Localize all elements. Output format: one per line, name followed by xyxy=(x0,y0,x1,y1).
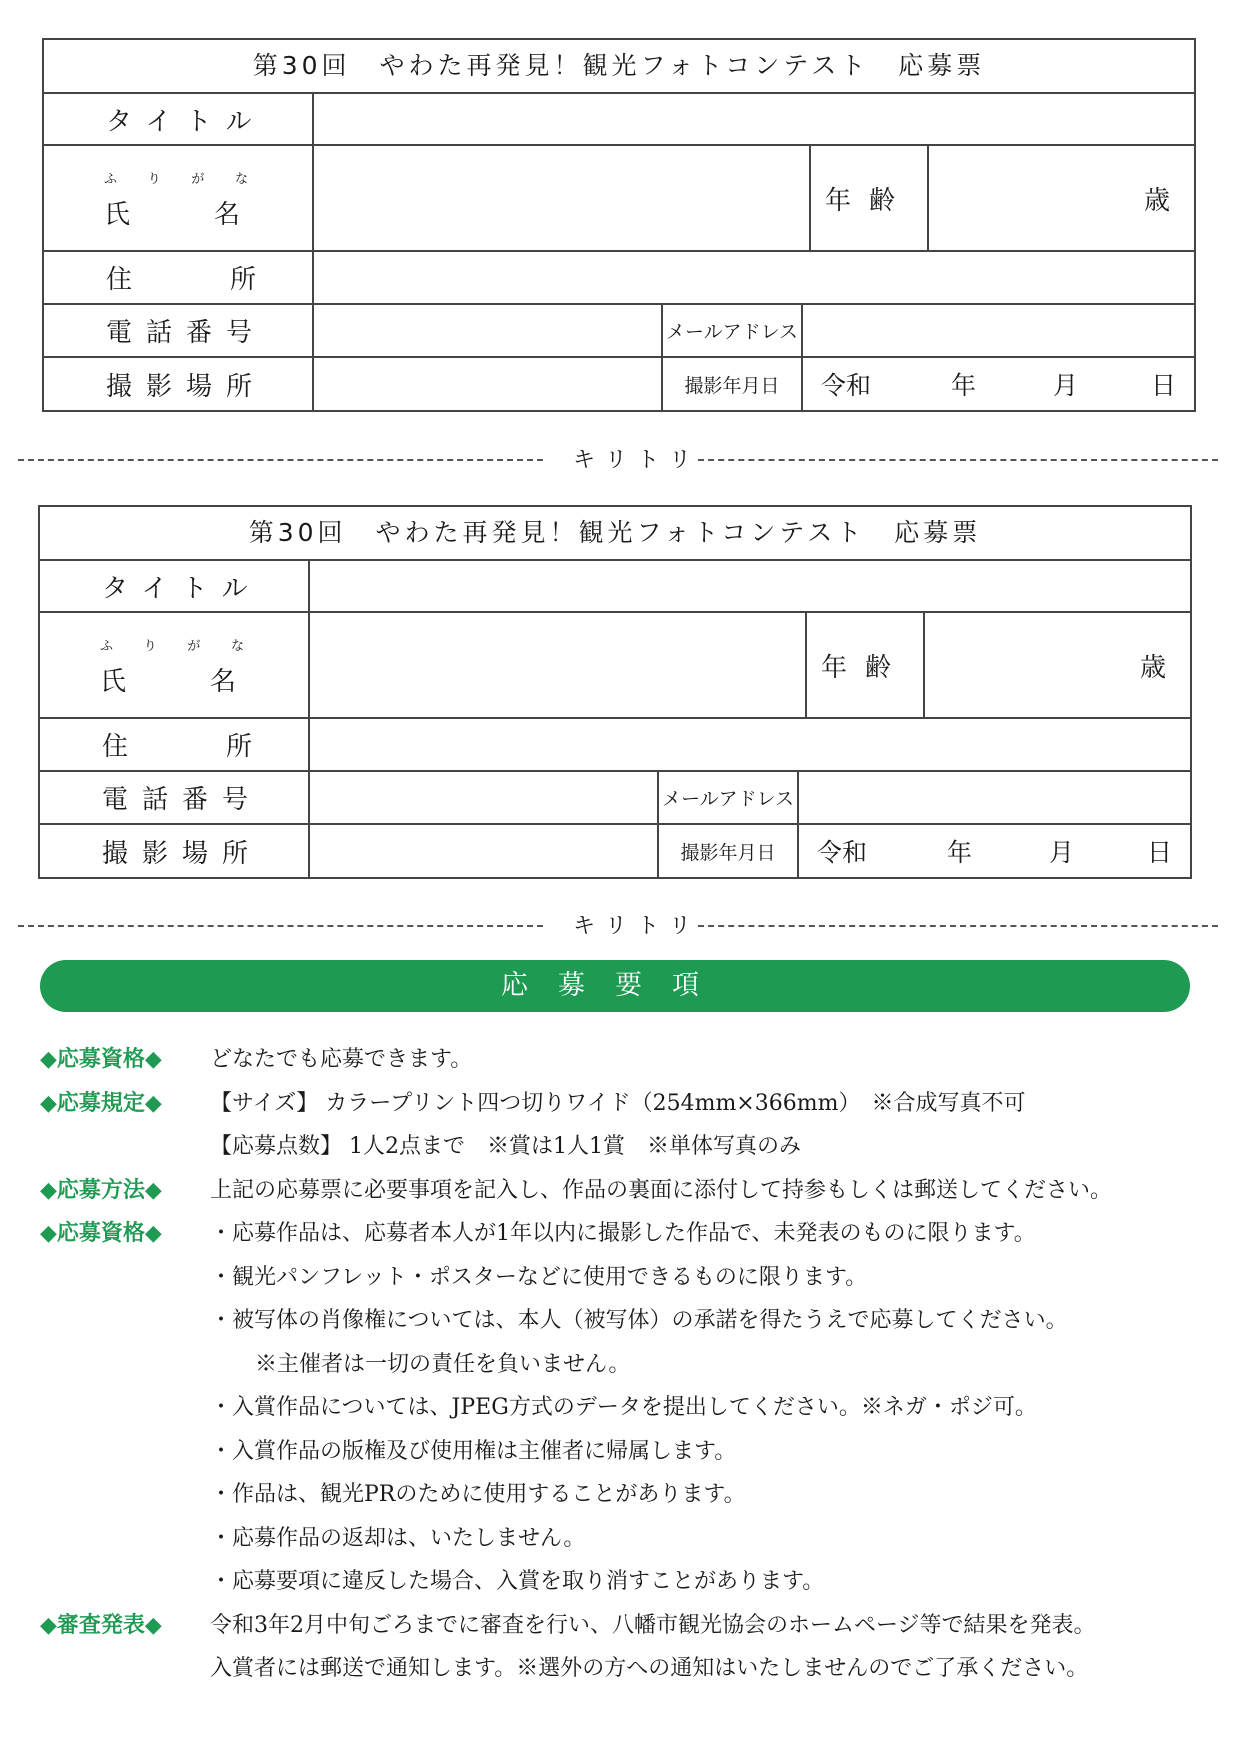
address-label: 住 所 xyxy=(40,719,310,770)
term-line xyxy=(40,1299,1220,1343)
cut-line-2 xyxy=(18,913,1218,937)
term-line xyxy=(40,1343,1220,1387)
furigana-label: ふ り が な xyxy=(100,639,258,654)
title-label: タイトル xyxy=(40,561,310,611)
shoot-date-field[interactable]: 令和 年 月 日 xyxy=(817,838,1173,867)
place-field[interactable] xyxy=(314,358,663,410)
place-field[interactable] xyxy=(310,825,659,877)
term-text: ・被写体の肖像権については、本人（被写体）の承諾を得たうえで応募してください。 xyxy=(210,1308,1068,1333)
term-line xyxy=(40,1256,1220,1300)
term-text: ・応募作品は、応募者本人が1年以内に撮影した作品で、未発表のものに限ります。 xyxy=(210,1221,1036,1246)
title-label: タイトル xyxy=(44,94,314,144)
email-field[interactable] xyxy=(803,305,1194,356)
term-text: ・応募要項に違反した場合、入賞を取り消すことがあります。 xyxy=(210,1569,825,1594)
cut-line-1 xyxy=(18,447,1218,471)
place-row xyxy=(40,825,1190,877)
address-row xyxy=(40,719,1190,772)
term-line xyxy=(40,1169,1220,1213)
term-text: ・応募作品の返却は、いたしません。 xyxy=(210,1525,586,1551)
term-line xyxy=(40,1386,1220,1430)
shoot-date-field[interactable]: 令和 年 月 日 xyxy=(821,371,1177,400)
shoot-date-label: 撮影年月日 xyxy=(659,825,799,877)
name-row xyxy=(40,613,1190,719)
term-line xyxy=(40,1647,1220,1691)
guidelines-list xyxy=(40,1038,1220,1691)
term-line xyxy=(40,1038,1220,1082)
name-field[interactable] xyxy=(310,613,807,717)
name-label: ふ り が な 氏 名 xyxy=(40,613,310,717)
term-heading: ◆応募方法◆ xyxy=(40,1176,162,1203)
address-row xyxy=(44,252,1194,305)
title-field[interactable] xyxy=(310,561,1190,611)
place-label: 撮影場所 xyxy=(40,825,310,877)
age-field[interactable]: 歳 xyxy=(1139,652,1166,683)
term-line xyxy=(40,1473,1220,1517)
term-text: 令和3年2月中旬ごろまでに審査を行い、八幡市観光協会のホームページ等で結果を発表。 xyxy=(210,1612,1096,1638)
form-title: 第30回 やわた再発見！観光フォトコンテスト 応募票 xyxy=(40,507,1190,561)
age-field[interactable]: 歳 xyxy=(1143,185,1170,216)
term-text: 上記の応募票に必要事項を記入し、作品の裏面に添付して持参もしくは郵送してください。 xyxy=(210,1177,1113,1203)
entry-form-1 xyxy=(42,38,1196,412)
address-label: 住 所 xyxy=(44,252,314,303)
address-field[interactable] xyxy=(314,252,1194,303)
email-label: メールアドレス xyxy=(663,305,803,356)
age-label: 年齢 xyxy=(807,613,925,717)
shoot-date-label: 撮影年月日 xyxy=(663,358,803,410)
guidelines-banner: 応募要項 xyxy=(40,960,1190,1012)
place-label: 撮影場所 xyxy=(44,358,314,410)
age-label: 年齢 xyxy=(811,146,929,250)
phone-label: 電話番号 xyxy=(44,305,314,356)
term-heading: ◆応募規定◆ xyxy=(40,1089,162,1116)
title-row xyxy=(44,94,1194,146)
term-heading: ◆審査発表◆ xyxy=(40,1611,162,1638)
phone-row xyxy=(40,772,1190,825)
place-row xyxy=(44,358,1194,410)
cut-label: キリトリ xyxy=(573,448,702,473)
term-line xyxy=(40,1212,1220,1256)
title-field[interactable] xyxy=(314,94,1194,144)
term-text: どなたでも応募できます。 xyxy=(210,1047,473,1072)
term-heading: ◆応募資格◆ xyxy=(40,1046,162,1072)
term-line xyxy=(40,1560,1220,1604)
name-row xyxy=(44,146,1194,252)
email-field[interactable] xyxy=(799,772,1190,823)
phone-field[interactable] xyxy=(314,305,663,356)
term-text: 入賞者には郵送で通知します。※選外の方への通知はいたしませんのでご了承ください。 xyxy=(210,1656,1089,1681)
email-label: メールアドレス xyxy=(659,772,799,823)
term-line xyxy=(40,1604,1220,1648)
furigana-label: ふ り が な xyxy=(104,172,262,187)
cut-label: キリトリ xyxy=(573,914,702,939)
term-heading: ◆応募資格◆ xyxy=(40,1220,162,1246)
term-line xyxy=(40,1517,1220,1561)
term-line xyxy=(40,1082,1220,1126)
phone-row xyxy=(44,305,1194,358)
term-text: 【サイズ】 カラープリント四つ切りワイド（254mm×366mm） ※合成写真不可 xyxy=(210,1090,1026,1116)
name-field[interactable] xyxy=(314,146,811,250)
address-field[interactable] xyxy=(310,719,1190,770)
phone-field[interactable] xyxy=(310,772,659,823)
form-title: 第30回 やわた再発見！観光フォトコンテスト 応募票 xyxy=(44,40,1194,94)
name-label: ふ り が な 氏 名 xyxy=(44,146,314,250)
term-text: ・入賞作品については、JPEG方式のデータを提出してください。※ネガ・ポジ可。 xyxy=(210,1395,1037,1420)
title-row xyxy=(40,561,1190,613)
term-text: ※主催者は一切の責任を負いません。 xyxy=(255,1351,631,1377)
term-text: ・観光パンフレット・ポスターなどに使用できるものに限ります。 xyxy=(210,1264,868,1290)
term-line xyxy=(40,1125,1220,1169)
entry-form-2 xyxy=(38,505,1192,879)
term-text: 【応募点数】 1人2点まで ※賞は1人1賞 ※単体写真のみ xyxy=(210,1134,801,1159)
term-line xyxy=(40,1430,1220,1474)
phone-label: 電話番号 xyxy=(40,772,310,823)
term-text: ・作品は、観光PRのために使用することがあります。 xyxy=(210,1482,746,1507)
term-text: ・入賞作品の版権及び使用権は主催者に帰属します。 xyxy=(210,1438,737,1464)
